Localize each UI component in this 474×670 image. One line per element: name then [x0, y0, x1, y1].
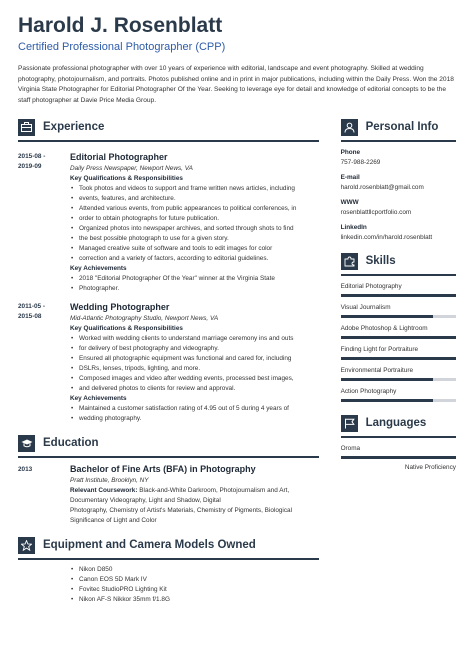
linkedin-value[interactable]: linkedin.com/in/harold.rosenblatt — [340, 234, 433, 241]
star-icon — [18, 537, 35, 554]
entry-body — [70, 302, 319, 424]
entry-body — [70, 152, 319, 294]
list-item: • Worked with wedding clients to understand marriage ceremony ins and outs — [70, 334, 319, 344]
section-divider — [18, 140, 319, 142]
skill-name: Action Photography — [340, 388, 397, 395]
skill-name: Adobe Photoshop & Lightroom — [340, 325, 428, 332]
section-title: Skills — [365, 255, 396, 267]
list-item: • Nikon D850 — [70, 565, 319, 575]
languages-section — [341, 414, 456, 472]
skill-level-bar — [341, 315, 456, 318]
flag-icon — [341, 415, 358, 432]
list-item: • and delivered photos to clients for review and approval. — [70, 384, 319, 394]
equipment-section — [18, 536, 319, 605]
language-level-label: Native Proficiency — [404, 464, 456, 471]
skill-item — [341, 303, 456, 318]
section-title: Experience — [43, 121, 105, 133]
language-name: Oroma — [340, 445, 361, 452]
date-start: 2015-08 - — [18, 153, 46, 160]
list-item: • order to obtain photographs for future publication. — [70, 214, 319, 224]
skill-name: Finding Light for Portraiture — [340, 346, 418, 353]
qualifications-label: Key Qualifications & Responsibilities — [70, 325, 183, 332]
section-header — [341, 118, 456, 136]
graduation-cap-icon — [18, 435, 35, 452]
list-item: • Nikon AF-S Nikkor 35mm f/1.8G — [70, 595, 319, 605]
skill-level-fill — [341, 336, 456, 339]
list-item: • the best possible photograph to use for a given story. — [70, 234, 319, 244]
list-item: • Fovitec StudioPRO Lighting Kit — [70, 585, 319, 595]
job-title: Editorial Photographer — [70, 152, 168, 162]
experience-section — [18, 118, 319, 424]
language-level-fill — [341, 456, 456, 459]
email-label: E-mail — [340, 174, 360, 181]
list-item: • Photographer. — [70, 284, 319, 294]
list-item: • Organized photos into newspaper archives, and sorted through shots to find — [70, 224, 319, 234]
skill-item — [341, 282, 456, 297]
list-item: • Canon EOS 5D Mark IV — [70, 575, 319, 585]
left-column — [18, 118, 319, 605]
skill-level-fill — [341, 294, 456, 297]
education-year: 2013 — [18, 466, 33, 473]
section-divider — [18, 456, 319, 458]
section-divider — [341, 140, 456, 142]
responsibility-list — [70, 334, 319, 394]
language-level-bar — [341, 456, 456, 459]
puzzle-icon — [341, 253, 358, 270]
skill-item — [341, 345, 456, 360]
skill-item — [341, 324, 456, 339]
briefcase-icon — [18, 119, 35, 136]
education-entry — [18, 464, 319, 526]
company-name: Daily Press Newspaper, Newport News, VA — [70, 165, 193, 172]
skill-name: Visual Journalism — [340, 304, 391, 311]
skill-level-bar — [341, 336, 456, 339]
list-item: • Composed images and video after wedding events, processed best images, — [70, 374, 319, 384]
skill-level-fill — [341, 378, 433, 381]
coursework-line: Black-and-White Darkroom, Photojournalism and Art, — [137, 487, 290, 494]
entry-body — [70, 464, 319, 526]
coursework-line: Photography, Chemistry of Artist's Materials, Chemistry of Pigments, Biological — [70, 507, 293, 514]
coursework-line: Documentary Videography, Light and Shadow, Digital — [70, 497, 221, 504]
summary-text: Passionate professional photographer with over 10 years of experience with editorial, landscape and event photography. Skilled at wedding photography, photojournalism, and portraits. Photos published online and in print in major publications, including within the Daily Press. Won the 2018 Virginia State Photographer for Editorial Photographer Of the Year. Seeking to leverage eye for detail and knowledge of editorial concepts to be the staff photographer at Davie Price Media Group. — [18, 65, 454, 104]
skill-level-bar — [341, 399, 456, 402]
list-item: • Ensured all photographic equipment was functional and cared for, including — [70, 354, 319, 364]
section-divider — [341, 274, 456, 276]
skill-level-bar — [341, 378, 456, 381]
company-name: Mid-Atlantic Photography Studio, Newport News, VA — [70, 315, 219, 322]
section-title: Languages — [365, 417, 427, 429]
qualifications-label: Key Qualifications & Responsibilities — [70, 175, 183, 182]
experience-entry — [18, 302, 319, 424]
list-item: • Attended various events, from public appearances to political conferences, in — [70, 204, 319, 214]
list-item: • wedding photography. — [70, 414, 319, 424]
list-item: • Maintained a customer satisfaction rating of 4.95 out of 5 during 4 years of — [70, 404, 319, 414]
list-item: • Managed creative suite of software and tools to edit images for color — [70, 244, 319, 254]
skill-item — [341, 387, 456, 402]
skill-name: Environmental Portraiture — [340, 367, 414, 374]
list-item: • for delivery of best photography and videography. — [70, 344, 319, 354]
section-divider — [341, 436, 456, 438]
skills-section — [341, 252, 456, 402]
list-item: • 2018 "Editorial Photographer Of the Year" winner at the Virginia State — [70, 274, 319, 284]
date-start: 2011-05 - — [18, 303, 46, 310]
entry-dates — [18, 302, 70, 424]
date-end: 2015-08 — [18, 313, 42, 320]
job-title: Wedding Photographer — [70, 302, 170, 312]
personal-info-section — [341, 118, 456, 242]
skill-level-bar — [341, 294, 456, 297]
www-label: WWW — [340, 199, 359, 206]
skill-level-bar — [341, 357, 456, 360]
equipment-list — [70, 565, 319, 605]
section-header — [341, 252, 456, 270]
achievements-label: Key Achievements — [70, 265, 127, 272]
experience-entry — [18, 152, 319, 294]
skill-level-fill — [341, 357, 456, 360]
section-title: Education — [43, 437, 99, 449]
skill-name: Editorial Photography — [340, 283, 402, 290]
list-item: • Took photos and videos to support and frame written news articles, including — [70, 184, 319, 194]
achievements-label: Key Achievements — [70, 395, 127, 402]
candidate-role: Certified Professional Photographer (CPP) — [18, 41, 226, 53]
achievement-list — [70, 404, 319, 424]
entry-dates — [18, 152, 70, 294]
section-title: Equipment and Camera Models Owned — [43, 539, 256, 551]
responsibility-list — [70, 184, 319, 264]
linkedin-label: LinkedIn — [340, 224, 367, 231]
person-icon — [341, 119, 358, 136]
coursework-text — [70, 486, 319, 526]
list-item: • correction and a variety of factors, according to editorial guidelines. — [70, 254, 319, 264]
phone-label: Phone — [340, 149, 361, 156]
degree-title: Bachelor of Fine Arts (BFA) in Photography — [70, 464, 256, 474]
coursework-label: Relevant Coursework: — [70, 487, 138, 494]
education-section — [18, 434, 319, 526]
section-header — [18, 434, 319, 452]
date-end: 2019-09 — [18, 163, 42, 170]
resume-columns — [18, 118, 456, 605]
section-header — [341, 414, 456, 432]
school-name: Pratt Institute, Brooklyn, NY — [70, 477, 149, 484]
list-item: • DSLRs, lenses, tripods, lighting, and more. — [70, 364, 319, 374]
section-title: Personal Info — [365, 121, 439, 133]
candidate-name: Harold J. Rosenblatt — [18, 14, 223, 37]
coursework-line: Significance of Light and Color — [70, 517, 157, 524]
skills-list — [341, 282, 456, 402]
skill-item — [341, 366, 456, 381]
list-item: • events, features, and architecture. — [70, 194, 319, 204]
skill-level-fill — [341, 315, 433, 318]
www-value[interactable]: rosenblattllcportfolio.com — [340, 209, 412, 216]
section-header — [18, 536, 319, 554]
section-divider — [18, 558, 319, 560]
section-header — [18, 118, 319, 136]
email-value[interactable]: harold.rosenblatt@gmail.com — [340, 184, 424, 191]
achievement-list — [70, 274, 319, 294]
skill-level-fill — [341, 399, 433, 402]
phone-value[interactable]: 757-988-2269 — [340, 159, 381, 166]
right-column — [341, 118, 456, 605]
